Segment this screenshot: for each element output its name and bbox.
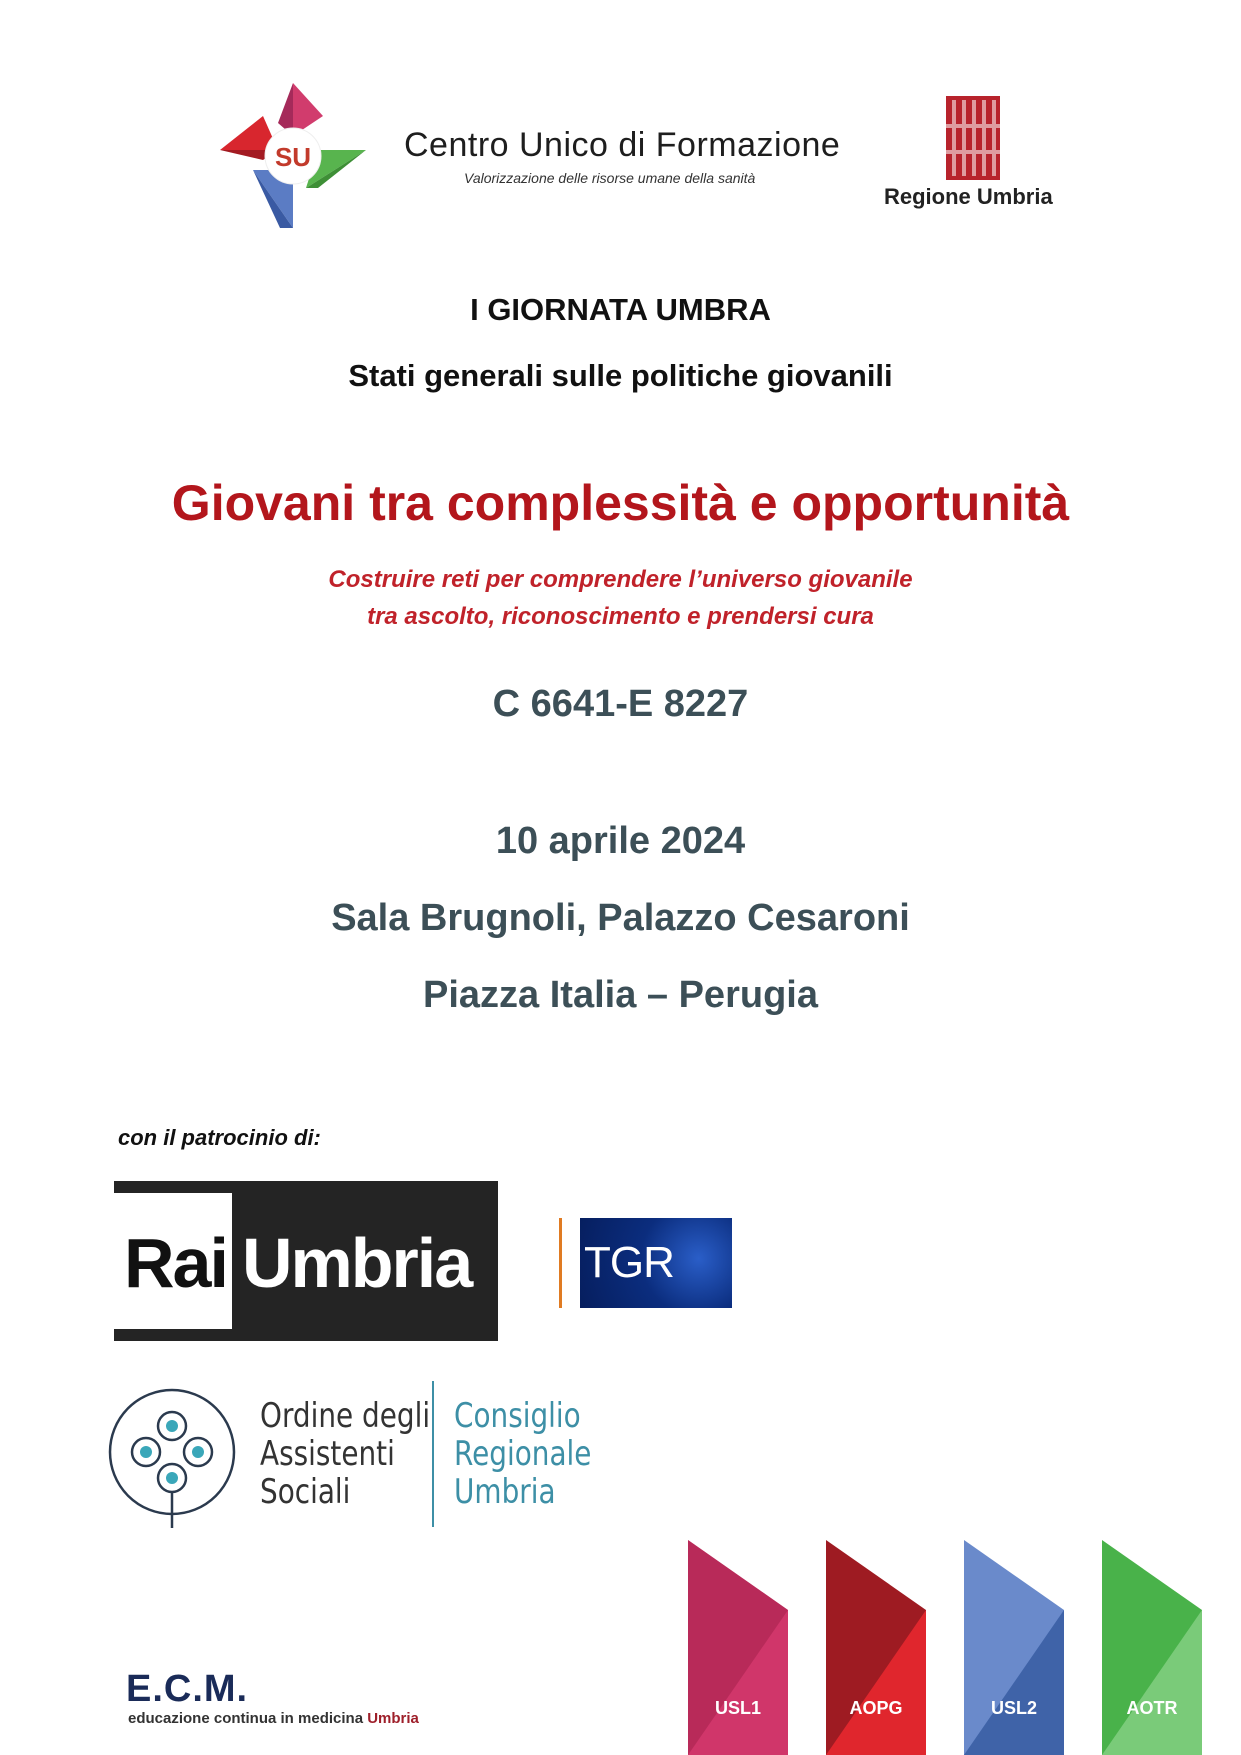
brand-mark-text: SU [274, 142, 312, 172]
ordine-line2: Assistenti [260, 1434, 395, 1474]
aopg-logo [826, 1540, 926, 1755]
aopg-label: AOPG [849, 1698, 903, 1718]
umbria-word: Umbria [242, 1224, 472, 1302]
usl1-label: USL1 [714, 1698, 761, 1718]
rai-word: Rai [124, 1224, 227, 1302]
consiglio-line3: Umbria [454, 1472, 556, 1512]
tgr-text: TGR [584, 1238, 674, 1287]
aotr-label: AOTR [1126, 1698, 1178, 1718]
usl1-logo [688, 1540, 788, 1755]
event-subtitle: Stati generali sulle politiche giovanili [348, 358, 893, 393]
ecm-subtitle [128, 1710, 419, 1727]
ecm-subtitle-region: Umbria [367, 1710, 419, 1727]
ecm-subtitle-text: educazione continua in medicina [128, 1710, 364, 1727]
event-place: Piazza Italia – Perugia [423, 974, 818, 1016]
event-code: C 6641-E 8227 [492, 683, 749, 725]
brand-title: Centro Unico di Formazione [404, 126, 841, 164]
patronage-label: con il patrocinio di: [118, 1125, 321, 1150]
brand-subtitle: Valorizzazione delle risorse umane della sanità [464, 170, 756, 186]
consiglio-line2: Regionale [454, 1434, 592, 1474]
ecm-title: E.C.M. [126, 1668, 249, 1710]
usl2-logo [964, 1540, 1064, 1755]
regione-umbria-emblem [946, 96, 1000, 180]
consiglio-line1: Consiglio [454, 1396, 581, 1436]
tgr-divider [559, 1218, 562, 1308]
region-label: Regione Umbria [884, 184, 1053, 209]
ordine-line1: Ordine degli [260, 1396, 431, 1436]
centro-unico-formazione-logo [218, 78, 368, 233]
consiglio-divider [432, 1381, 434, 1527]
event-tagline-line2: tra ascolto, riconoscimento e prendersi cura [367, 603, 874, 630]
event-tagline-line1: Costruire reti per comprendere l’universo giovanile [328, 566, 913, 593]
tgr-logo [580, 1218, 732, 1308]
ordine-line3: Sociali [260, 1472, 351, 1512]
usl2-label: USL2 [990, 1698, 1037, 1718]
event-kicker: I GIORNATA UMBRA [470, 292, 771, 327]
event-date: 10 aprile 2024 [495, 820, 746, 862]
aotr-logo [1102, 1540, 1202, 1755]
rai-umbria-logo [114, 1181, 498, 1341]
ordine-assistenti-sociali-emblem [108, 1380, 238, 1530]
event-title: Giovani tra complessità e opportunità [171, 475, 1070, 531]
event-venue: Sala Brugnoli, Palazzo Cesaroni [331, 897, 910, 939]
